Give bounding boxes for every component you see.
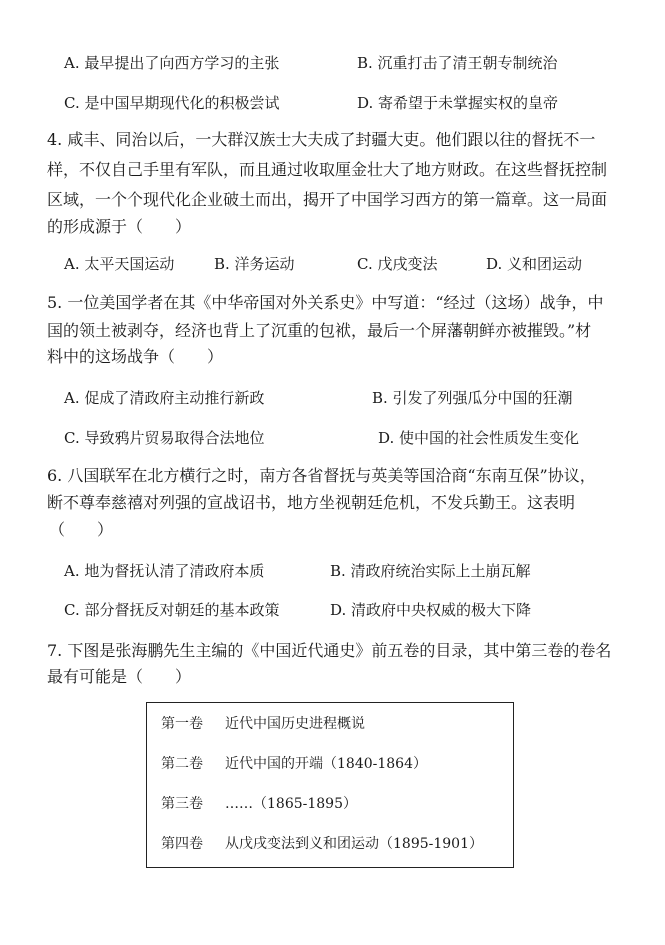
q4-line-4: 的形成源于（ ） bbox=[47, 217, 192, 236]
toc-title: 近代中国的开端（1840-1864） bbox=[225, 756, 427, 772]
q4-line-2: 样，不仅自己手里有军队，而且通过收取厘金壮大了地方财政。在这些督抚控制 bbox=[47, 160, 608, 179]
q3-option-a: A. 最早提出了向西方学习的主张 bbox=[64, 54, 280, 72]
q5-option-a: A. 促成了清政府主动推行新政 bbox=[64, 389, 265, 407]
toc-row-2 bbox=[161, 755, 427, 773]
q5-line-2: 国的领土被剥夺，经济也背上了沉重的包袱，最后一个屏藩朝鲜亦被摧毁。”材 bbox=[47, 321, 592, 340]
q5-option-d: D. 使中国的社会性质发生变化 bbox=[378, 429, 580, 447]
q5-line-1: 5. 一位美国学者在其《中华帝国对外关系史》中写道：“经过（这场）战争，中 bbox=[47, 293, 604, 312]
q7-line-1: 7. 下图是张海鹏先生主编的《中国近代通史》前五卷的目录，其中第三卷的卷名 bbox=[47, 641, 612, 660]
toc-volume: 第一卷 bbox=[161, 716, 203, 732]
toc-title: 近代中国历史进程概说 bbox=[225, 716, 365, 732]
toc-row-3 bbox=[161, 795, 357, 813]
toc-title: 从戊戌变法到义和团运动（1895-1901） bbox=[225, 836, 483, 852]
q5-option-c: C. 导致鸦片贸易取得合法地位 bbox=[64, 429, 265, 447]
toc-row-4 bbox=[161, 835, 483, 853]
q4-option-d: D. 义和团运动 bbox=[486, 255, 583, 273]
toc-volume: 第三卷 bbox=[161, 796, 203, 812]
q6-option-d: D. 清政府中央权威的极大下降 bbox=[330, 601, 532, 619]
q4-line-1: 4. 咸丰、同治以后，一大群汉族士大夫成了封疆大吏。他们跟以往的督抚不一 bbox=[47, 130, 596, 149]
q7-line-2: 最有可能是（ ） bbox=[47, 667, 192, 686]
q6-line-3: （ ） bbox=[49, 520, 114, 539]
q6-line-2: 断不尊奉慈禧对列强的宣战诏书，地方坐视朝廷危机，不发兵勤王。这表明 bbox=[47, 493, 576, 512]
q6-option-a: A. 地为督抚认清了清政府本质 bbox=[64, 562, 265, 580]
q5-line-3: 料中的这场战争（ ） bbox=[47, 347, 224, 366]
toc-volume: 第二卷 bbox=[161, 756, 203, 772]
q4-option-a: A. 太平天国运动 bbox=[64, 255, 175, 273]
q5-option-b: B. 引发了列强瓜分中国的狂潮 bbox=[372, 389, 573, 407]
q4-option-c: C. 戊戌变法 bbox=[357, 255, 438, 273]
q4-option-b: B. 洋务运动 bbox=[214, 255, 295, 273]
toc-box bbox=[146, 702, 514, 868]
toc-title: ……（1865-1895） bbox=[225, 796, 357, 812]
q6-option-b: B. 清政府统治实际上土崩瓦解 bbox=[330, 562, 531, 580]
q3-option-b: B. 沉重打击了清王朝专制统治 bbox=[357, 54, 558, 72]
q6-option-c: C. 部分督抚反对朝廷的基本政策 bbox=[64, 601, 280, 619]
toc-volume: 第四卷 bbox=[161, 836, 203, 852]
q4-line-3: 区域，一个个现代化企业破土而出，揭开了中国学习西方的第一篇章。这一局面 bbox=[47, 190, 608, 209]
toc-row-1 bbox=[161, 715, 365, 733]
q6-line-1: 6. 八国联军在北方横行之时，南方各省督抚与英美等国洽商“东南互保”协议， bbox=[47, 466, 596, 485]
q3-option-c: C. 是中国早期现代化的积极尝试 bbox=[64, 94, 280, 112]
q3-option-d: D. 寄希望于未掌握实权的皇帝 bbox=[357, 94, 559, 112]
